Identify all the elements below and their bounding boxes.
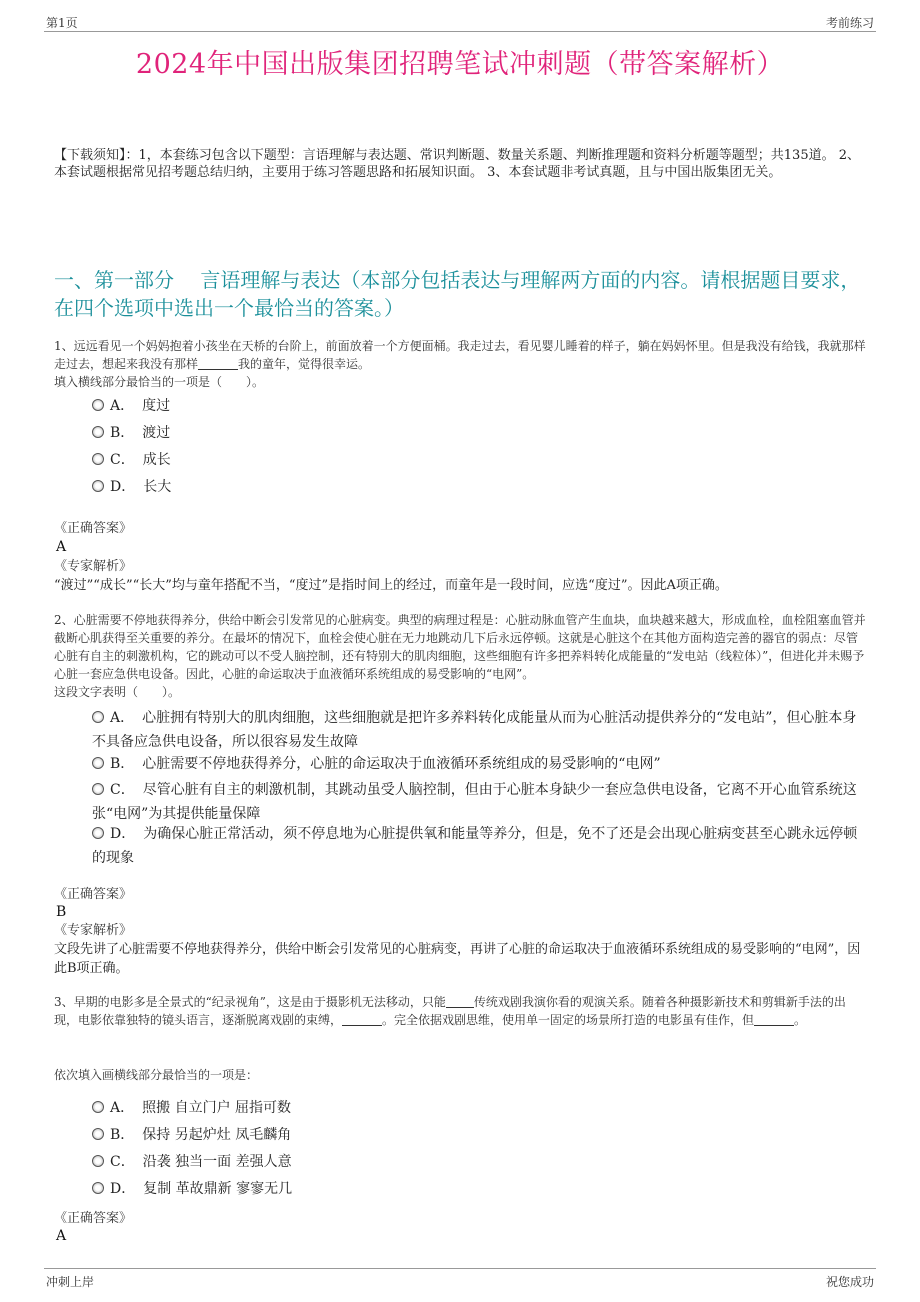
radio-icon[interactable] (92, 783, 104, 795)
expert-analysis-label: 《专家解析》 (54, 923, 133, 938)
question-3-prompt: 依次填入画横线部分最恰当的一项是： (54, 1068, 259, 1082)
question-1-text-a: 1、远远看见一个妈妈抱着小孩坐在天桥的台阶上，前面放着一个方便面桶。我走过去，看见婴儿睡着的样子，躺在妈妈怀里。但是我没有给钱，我就那样走过去，想起来我没有那样 (54, 339, 866, 371)
q2-answer: B (56, 904, 67, 920)
radio-icon[interactable] (92, 1128, 104, 1140)
question-1-prompt: 填入横线部分最恰当的一项是（ ）。 (54, 375, 265, 389)
radio-icon[interactable] (92, 827, 104, 839)
header-tag: 考前练习 (825, 16, 874, 30)
question-1-text-b: 我的童年，觉得很幸运。 (238, 357, 371, 371)
question-3-text-b: 传统戏剧我演你看的观演关系。随着各种摄影新技术和剪辑新手法的出现，电影依靠独特的镜头语言，逐渐脱离戏剧的束缚， (54, 995, 846, 1027)
radio-icon[interactable] (92, 757, 104, 769)
page-header (44, 12, 876, 32)
answer-blank (342, 1014, 382, 1026)
question-3-text-a: 3、早期的电影多是全景式的“纪录视角”，这是由于摄影机无法移动，只能 (54, 995, 446, 1009)
answer-blank (446, 996, 474, 1008)
question-1-stem (54, 337, 866, 391)
q2-option-b[interactable]: B． 心脏需要不停地获得养分，心脏的命运取决于血液循环系统组成的易受影响的“电网” (92, 752, 862, 776)
radio-icon[interactable] (92, 1101, 104, 1113)
q1-option-c[interactable]: C． 成长 (92, 448, 862, 472)
q1-option-d[interactable]: D． 长大 (92, 475, 862, 499)
document-title: 2024年中国出版集团招聘笔试冲刺题（带答案解析） (135, 49, 785, 80)
q2-option-d[interactable]: D． 为确保心脏正常活动，须不停息地为心脏提供氧和能量等养分，但是，免不了还是会出现心脏病变甚至心跳永远停顿的现象 (92, 826, 858, 866)
page-number: 第1页 (46, 16, 78, 30)
radio-icon[interactable] (92, 711, 104, 723)
q3-option-d[interactable]: D． 复制 革故鼎新 寥寥无几 (92, 1177, 862, 1201)
answer-blank (754, 1014, 794, 1026)
page-footer (44, 1268, 876, 1290)
radio-icon[interactable] (92, 426, 104, 438)
footer-right-text: 祝您成功 (825, 1275, 874, 1289)
q1-option-b[interactable]: B． 渡过 (92, 421, 862, 445)
correct-answer-label: 《正确答案》 (54, 1211, 133, 1226)
footer-left-text: 冲刺上岸 (46, 1275, 95, 1289)
correct-answer-label: 《正确答案》 (54, 521, 133, 536)
q3-option-c[interactable]: C． 沿袭 独当一面 差强人意 (92, 1150, 862, 1174)
q3-option-a[interactable]: A． 照搬 自立门户 屈指可数 (92, 1096, 862, 1120)
q2-option-c[interactable]: C． 尽管心脏有自主的刺激机制，其跳动虽受人脑控制，但由于心脏本身缺少一套应急供电设备，它离不开心血管系统这张“电网”为其提供能量保障 (92, 782, 857, 822)
answer-blank (198, 358, 238, 370)
radio-icon[interactable] (92, 1182, 104, 1194)
radio-icon[interactable] (92, 453, 104, 465)
question-3-text-d: 。 (794, 1013, 807, 1027)
q1-explanation: “渡过”“成长”“长大”均与童年搭配不当，“度过”是指时间上的经过，而童年是一段时间，应选“度过”。因此A项正确。 (54, 578, 728, 593)
q1-option-a[interactable]: A． 度过 (92, 394, 862, 418)
question-3-stem (54, 993, 866, 1029)
correct-answer-label: 《正确答案》 (54, 887, 133, 902)
q3-answer: A (56, 1228, 67, 1244)
expert-analysis-label: 《专家解析》 (54, 559, 133, 574)
download-notice: 【下载须知】：1，本套练习包含以下题型：言语理解与表达题、常识判断题、数量关系题、判断推理题和资料分析题等题型；共135道。 2、本套试题根据常见招考题总结归纳，主要用于练习答题思路和拓展知识面。 3、本套试题非考试真题，且与中国出版集团无关。 (54, 148, 860, 180)
question-2-text: 2、心脏需要不停地获得养分，供给中断会引发常见的心脏病变。典型的病理过程是：心脏动脉血管产生血块，血块越来越大，形成血栓，血栓阻塞血管并截断心肌获得至关重要的养分。在最坏的情况下，血栓会使心脏在无力地跳动几下后永远停顿。这就是心脏这个在其他方面构造完善的器官的弱点：尽管心脏有自主的刺激机构，它的跳动可以不受人脑控制，还有特别大的肌肉细胞，这些细胞有许多把养料转化成能量的“发电站（线粒体）”，但进化并未赐予心脏一套应急供电设备。因此，心脏的命运取决于血液循环系统组成的易受影响的“电网”。 (54, 613, 866, 681)
section-heading: 一、第一部分 言语理解与表达（本部分包括表达与理解两方面的内容。请根据题目要求，在四个选项中选出一个最恰当的答案。） (54, 268, 861, 320)
q1-answer: A (56, 539, 67, 555)
q2-explanation: 文段先讲了心脏需要不停地获得养分，供给中断会引发常见的心脏病变，再讲了心脏的命运取决于血液循环系统组成的易受影响的“电网”，因此B项正确。 (54, 942, 861, 976)
radio-icon[interactable] (92, 480, 104, 492)
radio-icon[interactable] (92, 1155, 104, 1167)
question-2-stem (54, 611, 866, 701)
q2-option-a[interactable]: A． 心脏拥有特别大的肌肉细胞，这些细胞就是把许多养料转化成能量从而为心脏活动提供养分的“发电站”，但心脏本身不具备应急供电设备，所以很容易发生故障 (92, 710, 857, 750)
q3-option-b[interactable]: B． 保持 另起炉灶 凤毛麟角 (92, 1123, 862, 1147)
question-3-text-c: 。完全依据戏剧思维，使用单一固定的场景所打造的电影虽有佳作，但 (382, 1013, 755, 1027)
question-2-prompt: 这段文字表明（ ）。 (54, 685, 181, 699)
radio-icon[interactable] (92, 399, 104, 411)
